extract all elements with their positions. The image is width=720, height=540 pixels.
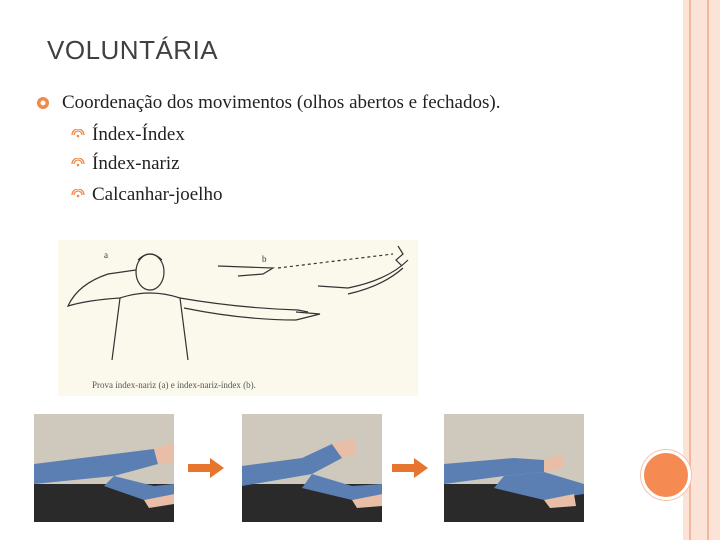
sub-bullet-text: Calcanhar-joelho xyxy=(92,184,223,205)
heel-knee-photo-3 xyxy=(444,414,584,522)
gear-bullet-icon xyxy=(36,96,50,110)
sub-bullet-text: Índex-Índex xyxy=(92,124,185,145)
main-bullet xyxy=(36,92,500,114)
sub-bullet-icon xyxy=(70,129,86,141)
finger-nose-illustration xyxy=(58,240,418,396)
sub-bullet-icon xyxy=(70,158,86,170)
sub-bullet xyxy=(70,184,222,206)
right-decor-line xyxy=(707,0,709,540)
sub-bullet xyxy=(70,153,180,175)
arrow-right-icon xyxy=(188,458,224,478)
sub-bullet-icon xyxy=(70,189,86,201)
sub-bullet xyxy=(70,124,185,146)
arrow-right-icon xyxy=(392,458,428,478)
coordination-drawing xyxy=(58,240,418,396)
sub-bullet-text: Índex-nariz xyxy=(92,153,180,174)
slide-title: VOLUNTÁRIA xyxy=(47,35,219,65)
right-decor-line xyxy=(689,0,691,540)
figure-caption: Prova índex-nariz (a) e índex-nariz-índex (b). xyxy=(92,380,256,390)
heel-knee-photo-1 xyxy=(34,414,174,522)
figure-label-b: b xyxy=(262,254,267,264)
decor-circle xyxy=(641,450,691,500)
heel-knee-photo-2 xyxy=(242,414,382,522)
figure-label-a: a xyxy=(104,250,108,260)
main-bullet-text: Coordenação dos movimentos (olhos abertos e fechados). xyxy=(62,92,501,113)
